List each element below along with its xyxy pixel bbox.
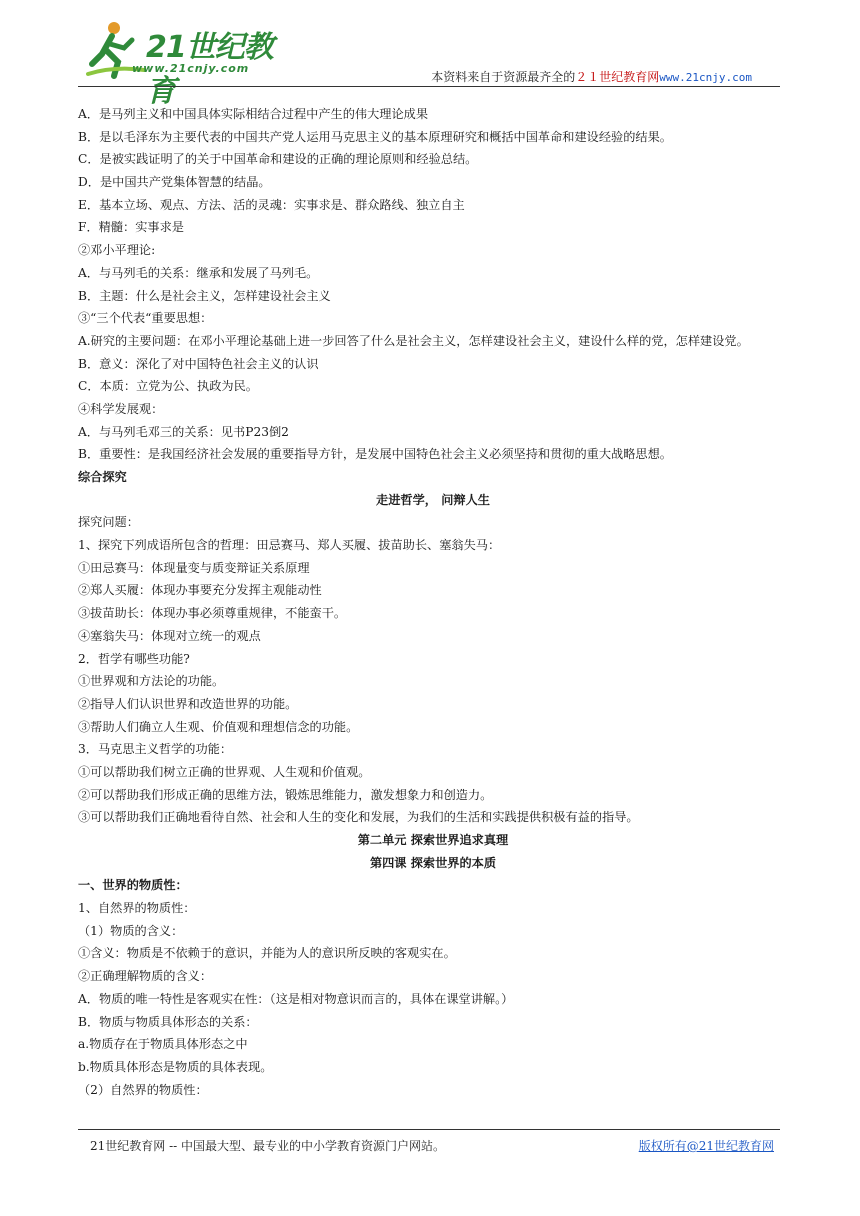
text-line: A．与马列毛邓三的关系：见书P23倒2 — [78, 424, 289, 439]
text-line: 探究问题： — [78, 515, 139, 530]
text-line: 1、自然界的物质性： — [78, 901, 196, 916]
text-line: 走进哲学， 问辩人生 — [376, 492, 490, 507]
text-line: ③帮助人们确立人生观、价值观和理想信念的功能。 — [78, 719, 359, 734]
text-line: B．物质与物质具体形态的关系： — [78, 1014, 258, 1029]
text-line: ③可以帮助我们正确地看待自然、社会和人生的变化和发展，为我们的生活和实践提供积极有益的指导。 — [78, 810, 639, 825]
text-line: b.物质具体形态是物质的具体表现。 — [78, 1059, 273, 1074]
site-logo[interactable] — [84, 18, 294, 109]
text-line: ①可以帮助我们树立正确的世界观、人生观和价值观。 — [78, 764, 371, 779]
text-line: ④塞翁失马：体现对立统一的观点 — [78, 628, 261, 643]
text-line: 第二单元 探索世界追求真理 — [357, 833, 509, 847]
header-tagline — [431, 68, 752, 85]
text-line: 2．哲学有哪些功能? — [78, 651, 190, 666]
text-line: ②可以帮助我们形成正确的思维方法，锻炼思维能力，激发想象力和创造力。 — [78, 787, 493, 802]
header-site-name: ２１世纪教育网 — [575, 70, 660, 84]
text-line: 1、探究下列成语所包含的哲理：田忌赛马、郑人买履、拔苗助长、塞翁失马： — [78, 538, 501, 553]
text-line: C．本质：立党为公、执政为民。 — [78, 379, 258, 394]
page-header — [0, 0, 860, 109]
text-line: （2）自然界的物质性： — [78, 1082, 208, 1097]
text-line: C．是被实践证明了的关于中国革命和建设的正确的理论原则和经验总结。 — [78, 152, 478, 167]
logo-text: 21世纪教育 — [146, 30, 273, 109]
text-line: 3．马克思主义哲学的功能： — [78, 742, 233, 757]
text-line: ④科学发展观： — [78, 401, 164, 416]
text-line: a.物质存在于物质具体形态之中 — [78, 1037, 248, 1052]
text-line: D．是中国共产党集体智慧的结晶。 — [78, 175, 271, 190]
text-line: A．物质的唯一特性是客观实在性：（这是相对物意识而言的，具体在课堂讲解。） — [78, 991, 514, 1006]
footer-divider — [78, 1129, 780, 1130]
text-line: A.研究的主要问题：在邓小平理论基础上进一步回答了什么是社会主义，怎样建设社会主义，建设什么样的党，怎样建设党。 — [78, 333, 749, 348]
text-line: 综合探究 — [78, 470, 127, 484]
text-line: B．重要性：是我国经济社会发展的重要指导方针，是发展中国特色社会主义必须坚持和贯彻的重大战略思想。 — [78, 447, 672, 462]
text-line: ①田忌赛马：体现量变与质变辩证关系原理 — [78, 560, 310, 575]
document-body — [78, 103, 788, 1101]
footer-text: 21世纪教育网 -- 中国最大型、最专业的中小学教育资源门户网站。 — [90, 1139, 446, 1153]
text-line: A．与马列毛的关系：继承和发展了马列毛。 — [78, 265, 319, 280]
text-line: ③“三个代表“重要思想： — [78, 311, 213, 326]
text-line: A．是马列主义和中国具体实际相结合过程中产生的伟大理论成果 — [78, 107, 429, 121]
header-divider — [78, 86, 780, 87]
text-line: B．意义：深化了对中国特色社会主义的认识 — [78, 356, 319, 371]
text-line: 第四课 探索世界的本质 — [369, 855, 497, 870]
text-line: 一、世界的物质性： — [78, 878, 188, 893]
text-line: B．是以毛泽东为主要代表的中国共产党人运用马克思主义的基本原理研究和概括中国革命和建设经验的结果。 — [78, 129, 672, 144]
text-line: E．基本立场、观点、方法、活的灵魂：实事求是、群众路线、独立自主 — [78, 197, 465, 212]
logo-url: www.21cnjy.com — [132, 62, 250, 75]
text-line: ②邓小平理论: — [78, 243, 156, 258]
text-line: ②郑人买履：体现办事要充分发挥主观能动性 — [78, 583, 322, 598]
text-line: B．主题：什么是社会主义，怎样建设社会主义 — [78, 288, 331, 303]
header-site-link[interactable]: www.21cnjy.com — [659, 71, 752, 84]
text-line: ②指导人们认识世界和改造世界的功能。 — [78, 696, 298, 711]
text-line: ①世界观和方法论的功能。 — [78, 674, 225, 689]
text-line: （1）物质的含义： — [78, 923, 184, 938]
text-line: ③拔苗助长：体现办事必须尊重规律，不能蛮干。 — [78, 606, 347, 621]
header-text-prefix: 本资料来自于资源最齐全的 — [431, 70, 576, 84]
text-line: F．精髓：实事求是 — [78, 220, 184, 235]
text-line: ②正确理解物质的含义： — [78, 969, 213, 984]
footer-copyright-link[interactable]: 版权所有@21世纪教育网 — [638, 1139, 774, 1153]
text-line: ①含义：物质是不依赖于的意识，并能为人的意识所反映的客观实在。 — [78, 946, 456, 961]
